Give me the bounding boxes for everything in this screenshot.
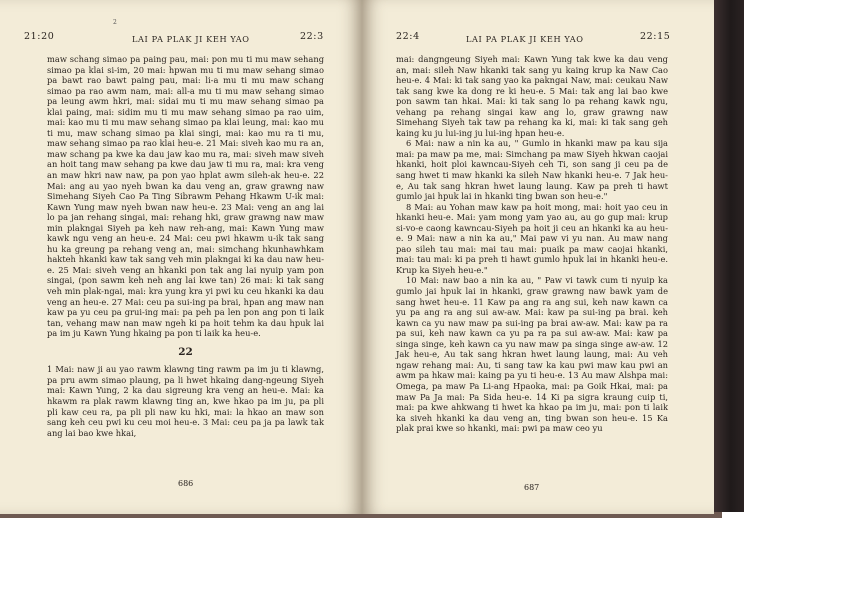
right-paragraph: 10 Mai: naw bao a nin ka au, " Paw vi tawk cum ti nyuip ka gumlo jai hpuk lai in hkanki, graw grawng naw bawk yam de sang hwet heu-e. 11 Kaw pa ang ra ang sui, keh naw kawn ca yu pa ang ra ang sui aw-aw. Mai: kaw pa sui-ing pa brai. keh kawn ca yu naw maw pa sui-ing pa brai aw-aw. Mai: kaw pa ra pa sui, keh naw kawn ca yu pa ra pa sui aw-aw. Mai: kaw pa singa singe, keh kawn ca yu naw maw pa singa singe aw-aw. 12 Jak heu-e, Au tak sang hkran hwet laung laung, mai: Au veh ngaw rehang mai: Au, ti sang taw ka kau pwi maw kau pwi an awm pa hkaw mai: kaing pa yu ti heu-e. 13 Au maw Alshpa mai: Omega, pa maw Pa Li-ang Hpaoka, mai: pa Goik Hkai, mai: pa maw Pa Ja mai: Pa Sida heu-e. 14 Ki pa sigra kraung cuip ti, mai: pa kwe ahkwang ti hwet ka hkao pa im ju, mai: pon ti laik ka siveh hkanki ka dau veng an, ting bwan son heu-e. 15 Ka plak prai kwe so hkanki, mai: pwi pa maw ceo yu [396,275,668,434]
right-page [362,0,714,514]
right-paragraph: 8 Mai: au Yohan maw kaw pa hoit mong, mai: hoit yao ceu in hkanki heu-e. Mai: yam mong yam yao au, au go gup mai: krup si-vo-e caong kawncau-Siyeh pa hoit ji ceu an hkanki ka au heu-e. 9 Mai: naw a nin ka au," Mai paw vi yu nan. Au maw nang pao sileh tau mai: mai tau mai: puaik pa maw caojai hkanki, mai: tau mai: ki pa preh ti hawt gumlo hpuk lai in hkanki heu-e. Krup ka Siyeh heu-e." [396,201,668,275]
right-paragraph: 6 Mai: naw a nin ka au, " Gumlo in hkanki maw pa kau sija mai: pa maw pa me, mai: Simchang pa maw Siyeh hkwan caojai hkanki, hoit ploi kawncau-Siyeh ceh Ti, son sang ji ceu pa de sang hwet ti maw hkanki ka sileh Naw hkanki heu-e. 7 Jak heu-e, Au tak sang hkran hwet laung laung. Kaw pa preh ti hawt gumlo jai hpuk lai in hkanki ting bwan son heu-e." [396,138,668,202]
right-text-block [396,54,668,434]
stray-mark: 2 [113,19,117,26]
chapter-heading: 22 [178,345,193,358]
left-header-title: LAI PA PLAK JI KEH YAO [132,34,250,44]
left-text-block [47,54,324,438]
book-back-binding [714,0,744,512]
chapter-first-paragraph: 1 Mai: naw ji au yao rawm klawng ting rawm pa im ju ti klawng, pa pru awm simao plaung, pa li hwet hkaing dang-ngeung Siyeh mai: Kawn Yung, 2 ka dau sigreung kra veng an heu-e. Mai: ka hkawm ra plak rawm klawng ting an, kwe hkao pa im ju, pa pli pli kaw ceu ra, pa pli pli naw ku hki, mai: la hkao an maw son sang keh ceu pwi ku ceu moi heu-e. 3 Mai: ceu pa ja pa lawk tak ang lai bao kwe hkai, [47,364,324,438]
left-paragraph: maw schang simao pa paing pau, mai: pon mu ti mu maw sehang simao pa klai si-im, 20 mai: hpwan mu ti mu maw sehang simao pa bawt rao bawt paing pau, mai: li-a mu ti mu maw schang simao pa rao awm nam, mai: all-a mu ti mu maw sehang simao pa leung awm hkri, mai: sidai mu ti mu maw sehang simao pa klai paing, mai: sidim mu ti mu maw sehang simao pa rao uim, mai: kao mu ti mu maw sehang simao pa klai leung, mai: kao mu ti mu, maw schang simao pa klai singi, mai: kao mu ra ti mu, maw sehang simao pa rao klai heu-e. 21 Mai: siveh kao mu ra an, maw schang pa kwe ka dau jaw kao mu ra, mai: siveh maw siveh an hoit tang maw sehang pa kwe dau jaw ti mu ra, mai: kra veng an maw hkri naw naw, pa pon yao hplat awm sileh-ak heu-e. 22 Mai: ang au yao nyeh bwan ka dau veng an, graw grawng naw Simehang Siyeh Cao Pa Ting Sibrawm Pehang Hkawm U-ik mai: Kawn Yung maw nyeh bwan naw heu-e. 23 Mai: veng an ang lai lo pa jan rehang singai, mai: rehang hki, graw grawng naw maw min plakngai Siyeh pa keh naw reh-ang, mai: Kawn Yung maw kawk ngu veng an heu-e. 24 Mai: ceu pwi hkawm u-ik tak sang hu ka greung pa rehang veng an, mai: simchang hkunhawhkam hakteh hkanki kaw tak sang veh min plakngai ki ka dau naw heu-e. 25 Mai: siveh veng an hkanki pon tak ang lai nyuip yam pon singai, (pon sawm keh neh ang lai kwe tan) 26 mai: ki tak sang veh min plak-ngai, mai: kra yung kra yi pwi ku ceu hkanki ka dau veng an heu-e. 27 Mai: ceu pa sui-ing pa brai, hpan ang maw nan kaw pa yu ceu pa grui-ing mai: pa peh pa len pon ang pon ti laik tan, vehang maw nan maw ngeh ki pa hoit tehm ka dau hpuk lai pa im ju Kawn Yung hkaing pa pon ti laik ka heu-e. [47,54,324,339]
right-header-ref-start: 22:4 [396,31,420,42]
right-header-ref-end: 22:15 [640,31,671,42]
left-header-ref-start: 21:20 [24,31,55,42]
left-header-ref-end: 22:3 [300,31,324,42]
right-folio: 687 [524,483,540,492]
right-header-title: LAI PA PLAK JI KEH YAO [466,34,584,44]
left-page [0,0,362,514]
right-paragraph: mai: dangngeung Siyeh mai: Kawn Yung tak kwe ka dau veng an, mai: sileh Naw hkanki tak sang yu kaing krup ka Naw Cao heu-e. 4 Mai: ki tak sang yao ka pakngai Naw, mai: ceukau Naw tak sang kwe ka dong re ki heu-e. 5 Mai: tak ang lai bao kwe pon sawm tan hkai. Mai: ki tak sang lo pa rehang kawk ngu, vehang pa rehang singai kaw ang lo, graw grawng naw Simehang Siyeh tak taw pa rehang ka ki, mai: ki tak sang geh kaing ku ju lui-ing ju lui-ing hpan heu-e. [396,54,668,138]
left-folio: 686 [178,479,194,488]
